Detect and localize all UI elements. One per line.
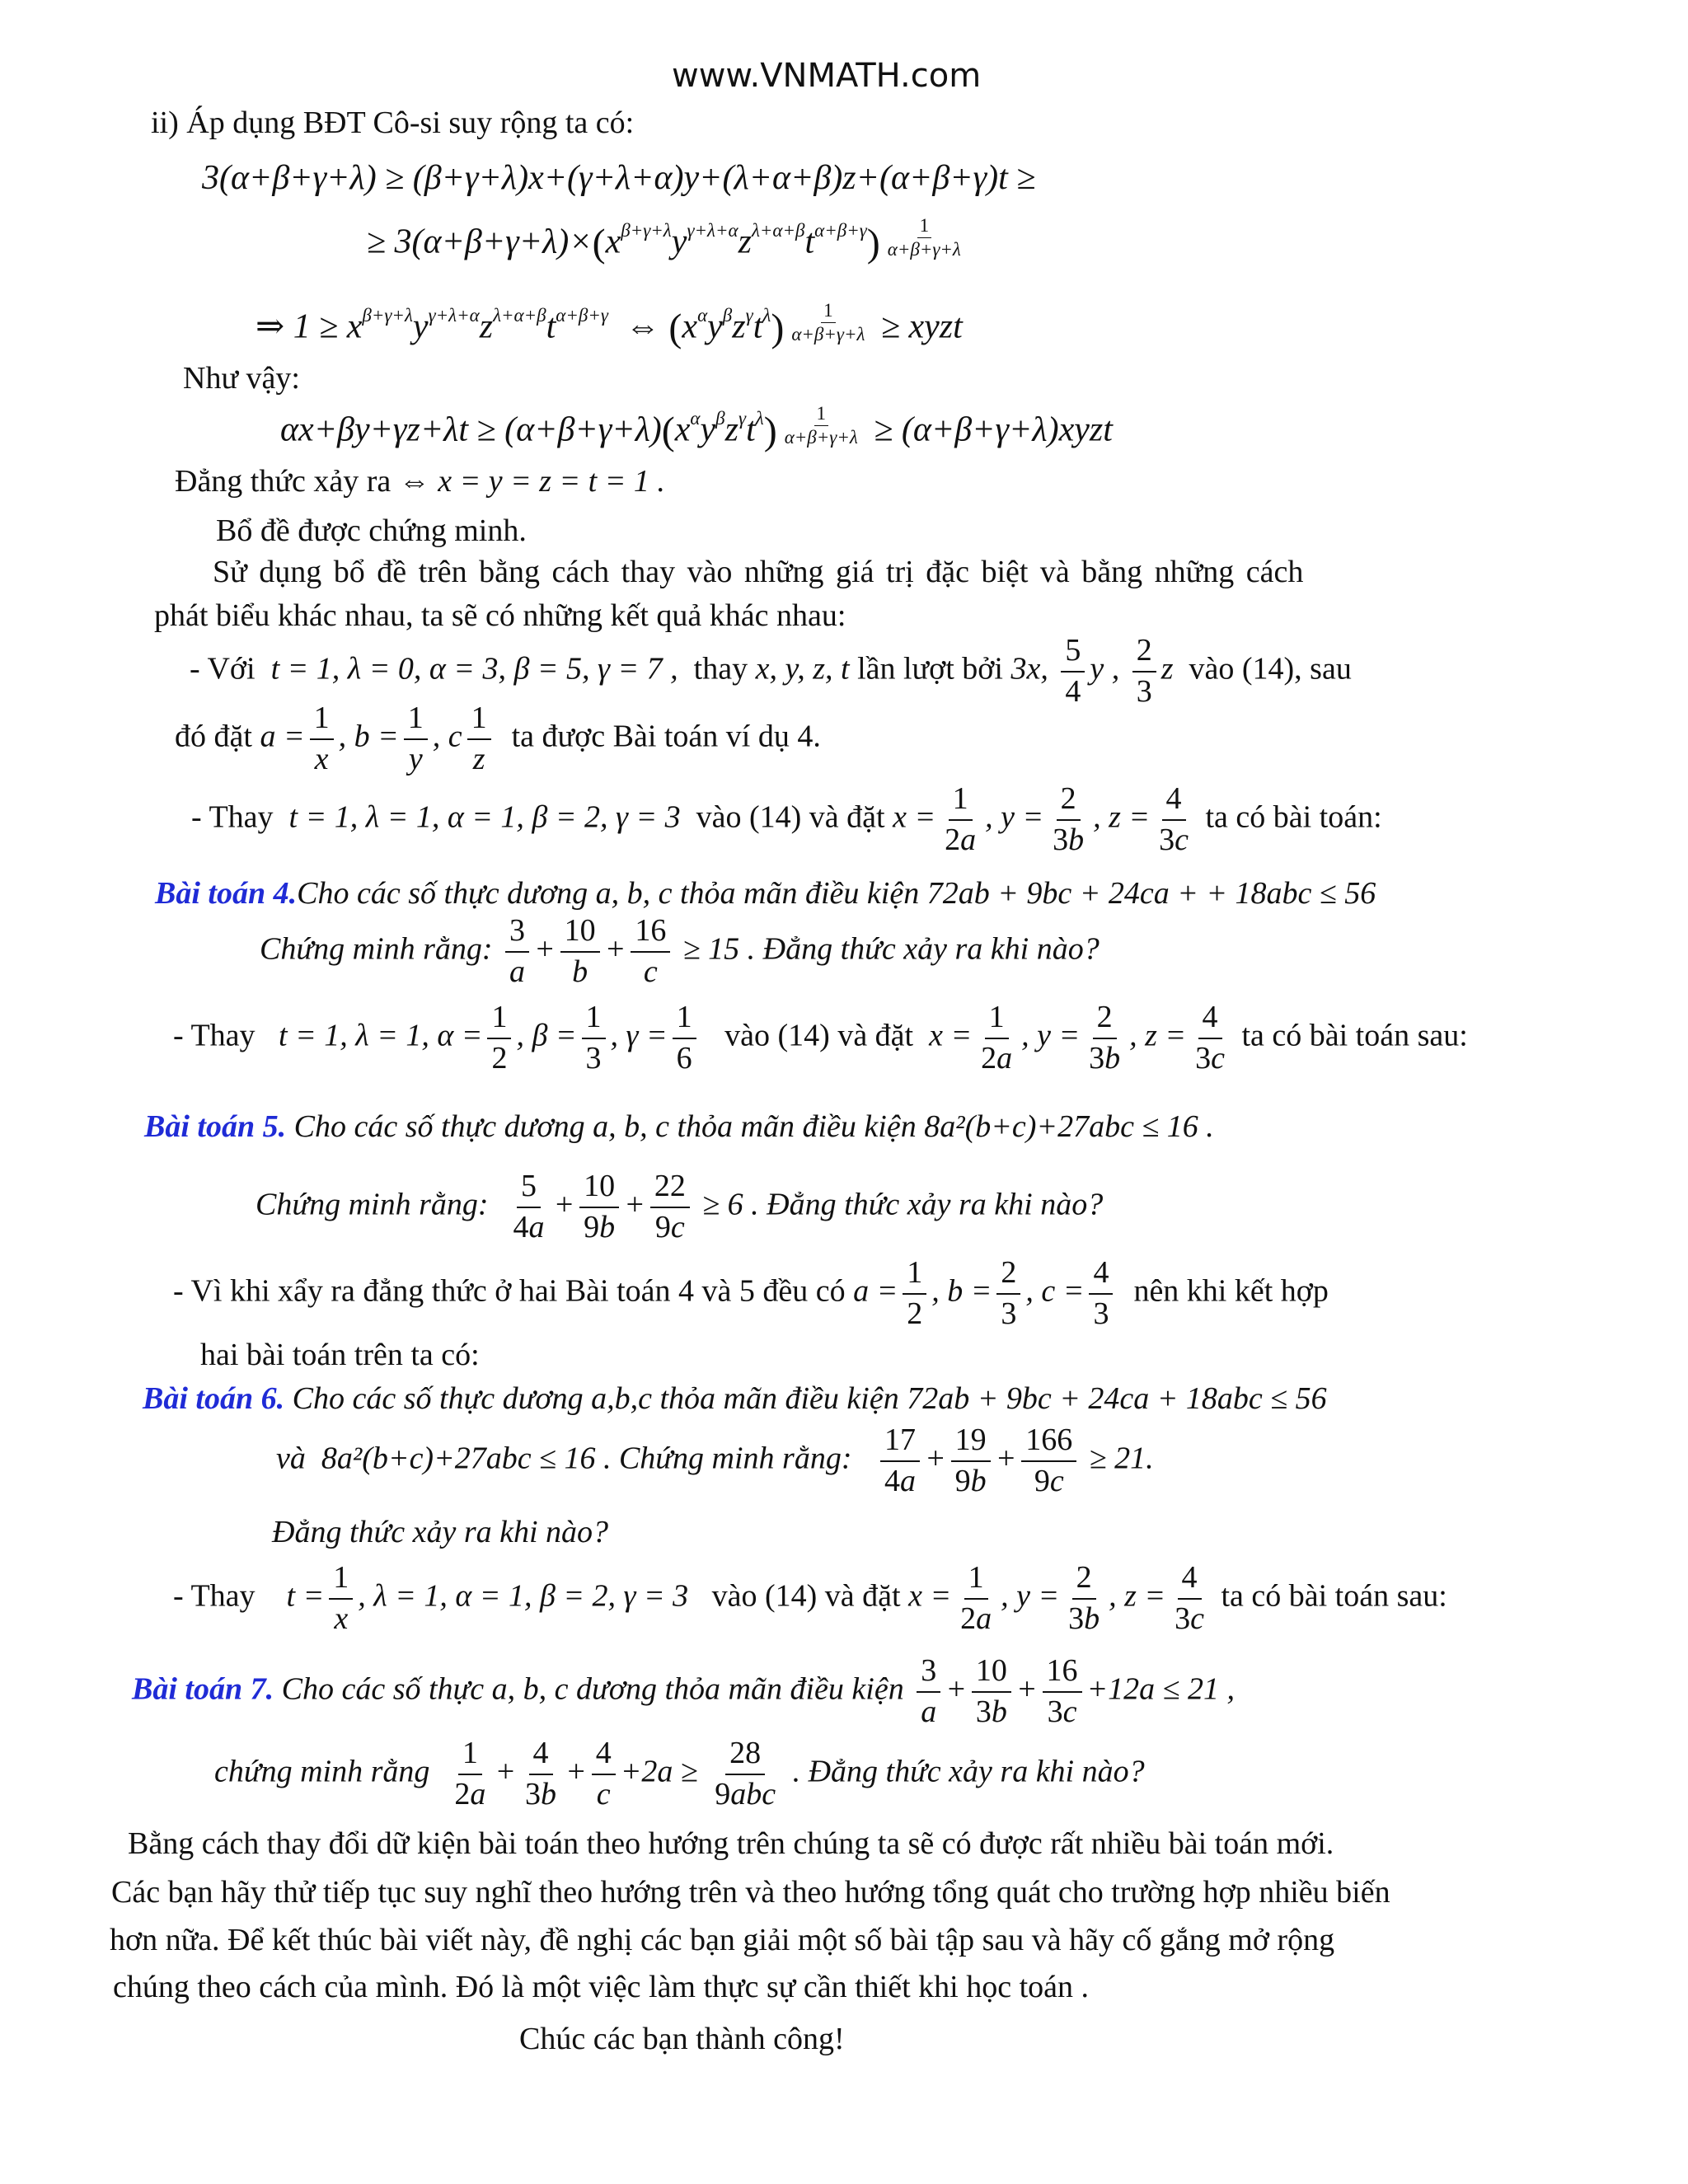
nhu-vay-label: Như vậy:	[183, 361, 300, 396]
problem-5	[144, 1111, 1214, 1142]
problem-6-condition: và 8a²(b+c)+27abc ≤ 16 . Chứng minh rằng: $\frac{17}{4a}$ + $\frac{19}{9b}$ + $\frac{166}{9c}$ ≥ 21.	[276, 1422, 1154, 1498]
usage-line-2: phát biểu khác nhau, ta sẽ có những kết quả khác nhau:	[154, 598, 846, 633]
problem-6-text: Cho các số thực dương a,b,c thỏa mãn điều kiện 72ab + 9bc + 24ca + 18abc ≤ 56	[292, 1381, 1327, 1416]
problem-5-label: Bài toán 5.	[144, 1109, 287, 1144]
case-1-substitution: đó đặt a = $\frac{1}{x}$ , b = $\frac{1}{y}$ , c $\frac{1}{z}$ ta được Bài toán ví dụ 4.	[175, 701, 821, 776]
equality-line	[175, 466, 665, 497]
combine-line: - Vì khi xẩy ra đẳng thức ở hai Bài toán 4 và 5 đều có a = $\frac{1}{2}$ , b = $\frac{2}{3}$ , c = $\frac{4}{3}$ nên khi kết hợp	[173, 1255, 1329, 1331]
problem-7-text: Cho các số thực a, b, c dương thỏa mãn điều kiện	[281, 1671, 904, 1707]
problem-7-prove: chứng minh rằng $\frac{1}{2a}$ + $\frac{4}{3b}$ + $\frac{4}{c}$ +2a ≥ $\frac{28}{\text{9abc}}$ . Đẳng thức xảy ra khi nào?	[214, 1736, 1145, 1811]
problem-4-prove: Chứng minh rằng: $\frac{3}{a}$ + $\frac{10}{b}$ + $\frac{16}{c}$ ≥ 15 . Đẳng thức xảy ra khi nào?	[260, 913, 1100, 989]
equality-condition: ⇔ x = y = z = t = 1 .	[398, 464, 665, 499]
case-4-line: - Thay t = $\frac{1}{x}$ , λ = 1, α = 1, β = 2, γ = 3 vào (14) và đặt x = $\frac{1}{2a}$ , y = $\frac{2}{3b}$ , z = $\frac{4}{3c}$ ta có bài toán sau:	[173, 1560, 1447, 1636]
equation-1: 3(α+β+γ+λ) ≥ (β+γ+λ)x+(γ+λ+α)y+(λ+α+β)z+(α+β+γ)t ≥	[202, 159, 1036, 197]
problem-4	[155, 878, 1376, 909]
equation-2: ≥ $3(\alpha+\beta+\gamma+\lambda)\times(x^{\beta+\gamma+\lambda}y^{\gamma+\lambda+\alpha}z^{\lambda+\alpha+\beta}t^{\alpha+\beta+\gamma})$ $\frac{1}{\alpha+\beta+\gamma+\lambda}$	[367, 215, 961, 265]
section-intro: ii) Áp dụng BĐT Cô-si suy rộng ta có:	[151, 105, 635, 140]
lemma-proved: Bổ đề được chứng minh.	[216, 513, 527, 548]
case-1-line: - Với t = 1, λ = 0, α = 3, β = 5, γ = 7 , thay x, y, z, t lần lượt bởi 3x, $\frac{5}{4}$ y , $\frac{2}{3}$ z vào (14), sau	[190, 633, 1352, 709]
equality-label: Đẳng thức xảy ra	[175, 464, 392, 499]
combine-line-2: hai bài toán trên ta có:	[200, 1338, 480, 1372]
problem-5-prove: Chứng minh rằng: $\frac{5}{4a}$ + $\frac{10}{9b}$ + $\frac{22}{9c}$ ≥ 6 . Đẳng thức xảy ra khi nào?	[256, 1169, 1104, 1244]
closing-wish: Chúc các bạn thành công!	[519, 2022, 845, 2056]
closing-line-4: chúng theo cách của mình. Đó là một việc làm thực sự cần thiết khi học toán .	[113, 1970, 1090, 2004]
problem-4-label: Bài toán 4.	[155, 876, 298, 911]
closing-line-1: Bằng cách thay đổi dữ kiện bài toán theo hướng trên chúng ta sẽ có được rất nhiều bài toán mới.	[128, 1826, 1334, 1861]
closing-line-3: hơn nữa. Để kết thúc bài viết này, đề nghị các bạn giải một số bài tập sau và hãy cố gắng mở rộng	[110, 1923, 1335, 1957]
usage-line-1: Sử dụng bổ đề trên bằng cách thay vào những giá trị đặc biệt và bằng những cách	[213, 555, 1304, 589]
site-header: www.VNMATH.com	[672, 57, 982, 95]
problem-5-text: Cho các số thực dương a, b, c thỏa mãn điều kiện	[293, 1109, 917, 1144]
problem-6-label: Bài toán 6.	[143, 1381, 285, 1416]
problem-7: Bài toán 7. Cho các số thực a, b, c dương thỏa mãn điều kiện $\frac{3}{a}$ + $\frac{10}{3b}$ + $\frac{16}{3c}$ +12a ≤ 21 ,	[132, 1653, 1236, 1729]
equation-4: $\alpha x+\beta y+\gamma z+\lambda t \ge (\alpha+\beta+\gamma+\lambda)(x^\alpha y^\beta z^\gamma t^\lambda)$ $\frac{1}{\alpha+\beta+\gamma+\lambda}$ ≥ (α+β+γ+λ)xyzt	[280, 403, 1113, 453]
problem-4-text: Cho các số thực dương a, b, c thỏa mãn điều kiện 72ab + 9bc + 24ca + + 18abc ≤ 56	[297, 876, 1376, 911]
problem-6-question: Đẳng thức xảy ra khi nào?	[272, 1515, 609, 1549]
problem-6	[143, 1383, 1327, 1414]
closing-line-2: Các bạn hãy thử tiếp tục suy nghĩ theo hướng trên và theo hướng tổng quát cho trường hợp nhiều biến	[111, 1875, 1390, 1910]
case-3-line: - Thay t = 1, λ = 1, α = $\frac{1}{2}$ , β = $\frac{1}{3}$ , γ = $\frac{1}{6}$ vào (14) và đặt x = $\frac{1}{2a}$ , y = $\frac{2}{3b}$ , z = $\frac{4}{3c}$ ta có bài toán sau:	[173, 1000, 1468, 1076]
problem-5-condition: 8a²(b+c)+27abc ≤ 16 .	[924, 1109, 1214, 1144]
problem-7-label: Bài toán 7.	[132, 1671, 274, 1707]
case-2-line: - Thay t = 1, λ = 1, α = 1, β = 2, γ = 3 vào (14) và đặt x = $\frac{1}{2a}$ , y = $\frac{2}{3b}$ , z = $\frac{4}{3c}$ ta có bài toán:	[191, 781, 1382, 857]
equation-3: ⇒ $1 \ge x^{\beta+\gamma+\lambda}y^{\gamma+\lambda+\alpha}z^{\lambda+\alpha+\beta}t^{\alpha+\beta+\gamma}$ ⇔ $(x^\alpha y^\beta z^\gamma t^\lambda)$ $\frac{1}{\alpha+\beta+\gamma+\lambda}$ ≥ xyzt	[256, 300, 963, 350]
